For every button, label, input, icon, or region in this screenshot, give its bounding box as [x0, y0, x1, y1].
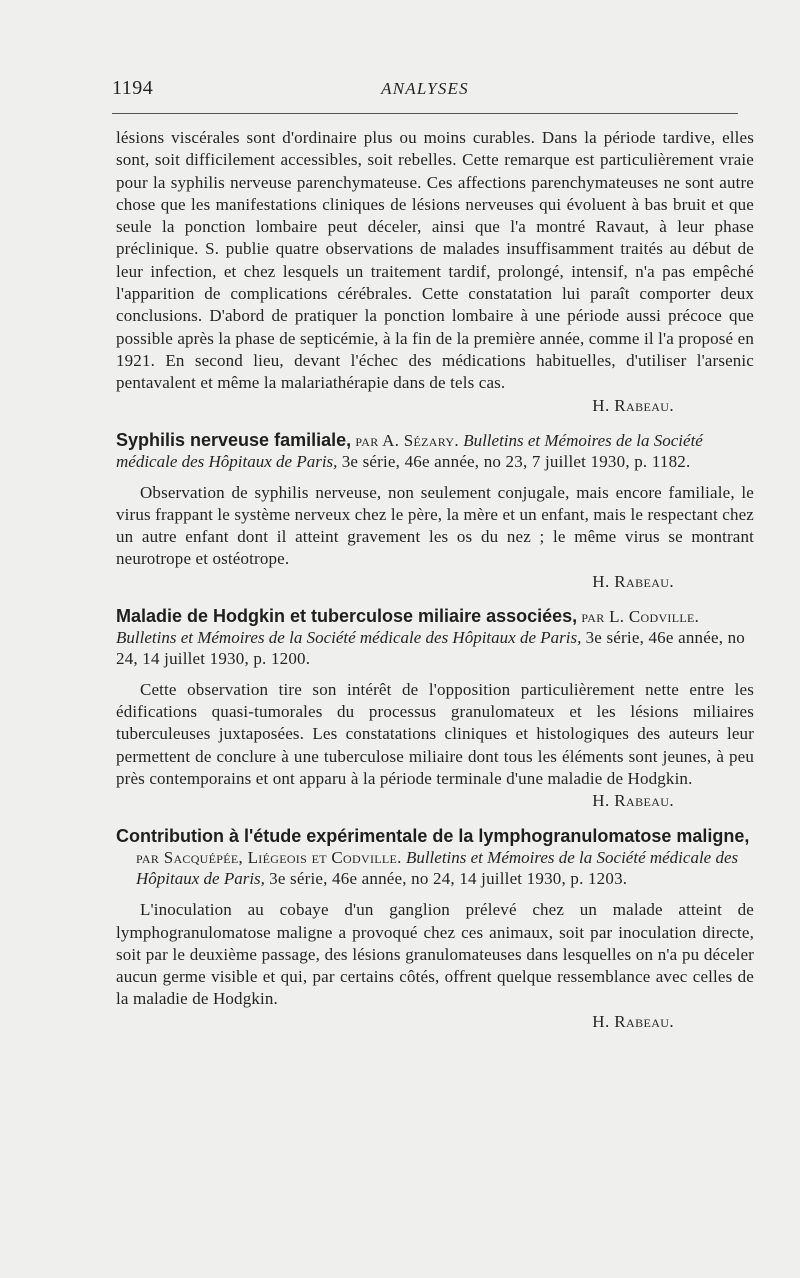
signature-initial: H. [592, 395, 610, 415]
continued-abstract [116, 127, 754, 417]
author-signature [116, 571, 754, 593]
article-title: Maladie de Hodgkin et tuberculose miliaire associées, [116, 605, 578, 626]
author-signature [116, 395, 754, 417]
page-number: 1194 [112, 77, 154, 99]
publication-details: 3e série, 46e année, no 24, 14 juillet 1930, p. 1203. [269, 869, 628, 889]
header-divider [112, 113, 738, 114]
article-authors: par Sacquépée, Liégeois et Codville. [136, 848, 402, 868]
signature-initial: H. [592, 791, 610, 811]
article-reference-body [136, 847, 754, 889]
journal-citation: Bulletins et Mémoires de la Société médicale des Hôpitaux de Paris, [116, 430, 703, 471]
publication-details: 3e série, 46e année, no 23, 7 juillet 1930, p. 1182. [341, 451, 691, 471]
article-reference [116, 606, 754, 669]
article-reference [116, 430, 754, 472]
article-entry [116, 430, 754, 593]
running-head [112, 74, 738, 104]
author-signature [116, 790, 754, 812]
signature-name: Rabeau. [614, 395, 674, 415]
article-entry [116, 825, 754, 1032]
publication-details: 3e série, 46e année, no 24, 14 juillet 1930, p. 1200. [116, 627, 746, 668]
abstract-text: lésions viscérales sont d'ordinaire plus ou moins curables. Dans la période tardive, elles sont, soit difficilement accessibles, soit rebelles. Cette remarque est particulièrement vraie pour la syphilis nerveuse parenchymateuse. Ces affections parenchymateuses ne sont autre chose que les manifestations cliniques de lésions nerveuses qui évoluent à bas bruit et que seule la ponction lombaire peut déceler, ainsi que l'a montré Ravaut, à leur phase préclinique. S. publie quatre observations de malades insuffisamment traités au début de leur infection, et chez lesquels un traitement tardif, prolongé, intensif, n'a pas empêché l'apparition de complications cérébrales. Cette constatation lui paraît comporter deux conclusions. D'abord de pratiquer la ponction lombaire à une période aussi précoce que possible après la phase de septicémie, à la fin de la première année, comme il l'a proposé en 1921. En second lieu, devant l'échec des médications habituelles, d'utiliser l'arsenic pentavalent et même la malariathérapie dans de tels cas. [116, 128, 754, 393]
signature-name: Rabeau. [614, 1011, 674, 1031]
signature-initial: H. [592, 571, 610, 591]
abstract-text: Observation de syphilis nerveuse, non seulement conjugale, mais encore familiale, le virus frappant le système nerveux chez le père, la mère et un enfant, mais le respectant chez un autre enfant dont il atteint gravement les os du nez ; le même virus se montrant neurotrope et ostéotrope. [116, 482, 754, 569]
signature-name: Rabeau. [614, 791, 674, 811]
page-content [116, 127, 754, 1033]
signature-initial: H. [592, 1011, 610, 1031]
article-authors: par A. Sézary. [355, 430, 459, 450]
article-entry [116, 606, 754, 812]
signature-name: Rabeau. [614, 571, 674, 591]
article-authors: par L. Codville. [581, 606, 700, 626]
article-title: Contribution à l'étude expérimentale de la lymphogranulomatose maligne, [116, 826, 750, 847]
author-signature [116, 1011, 754, 1033]
journal-citation: Bulletins et Mémoires de la Société médicale des Hôpitaux de Paris, [116, 627, 582, 647]
abstract-text: L'inoculation au cobaye d'un ganglion prélevé chez un malade atteint de lymphogranulomatose maligne a provoqué chez ces animaux, soit par inoculation directe, soit par le deuxième passage, des lésions granulomateuses dans lesquelles on n'a pu déceler aucun germe visible et qui, par certains côtés, offrent quelque ressemblance avec celles de la maladie de Hodgkin. [116, 900, 754, 1009]
journal-citation: Bulletins et Mémoires de la Société médicale des Hôpitaux de Paris, [136, 848, 739, 889]
abstract-text: Cette observation tire son intérêt de l'opposition particulièrement nette entre les édifications quasi-tumorales du processus granulomateux et les lésions miliaires tuberculeuses juxtaposées. Les constatations cliniques et histologiques des auteurs leur permettent de conclure à une tuberculose miliaire dont tous les éléments sont jeunes, à peu près contemporains et ont apparu à la période terminale d'une maladie de Hodgkin. [116, 679, 754, 788]
section-title: ANALYSES [381, 79, 469, 98]
article-title: Syphilis nerveuse familiale, [116, 429, 352, 450]
article-reference [116, 825, 754, 889]
